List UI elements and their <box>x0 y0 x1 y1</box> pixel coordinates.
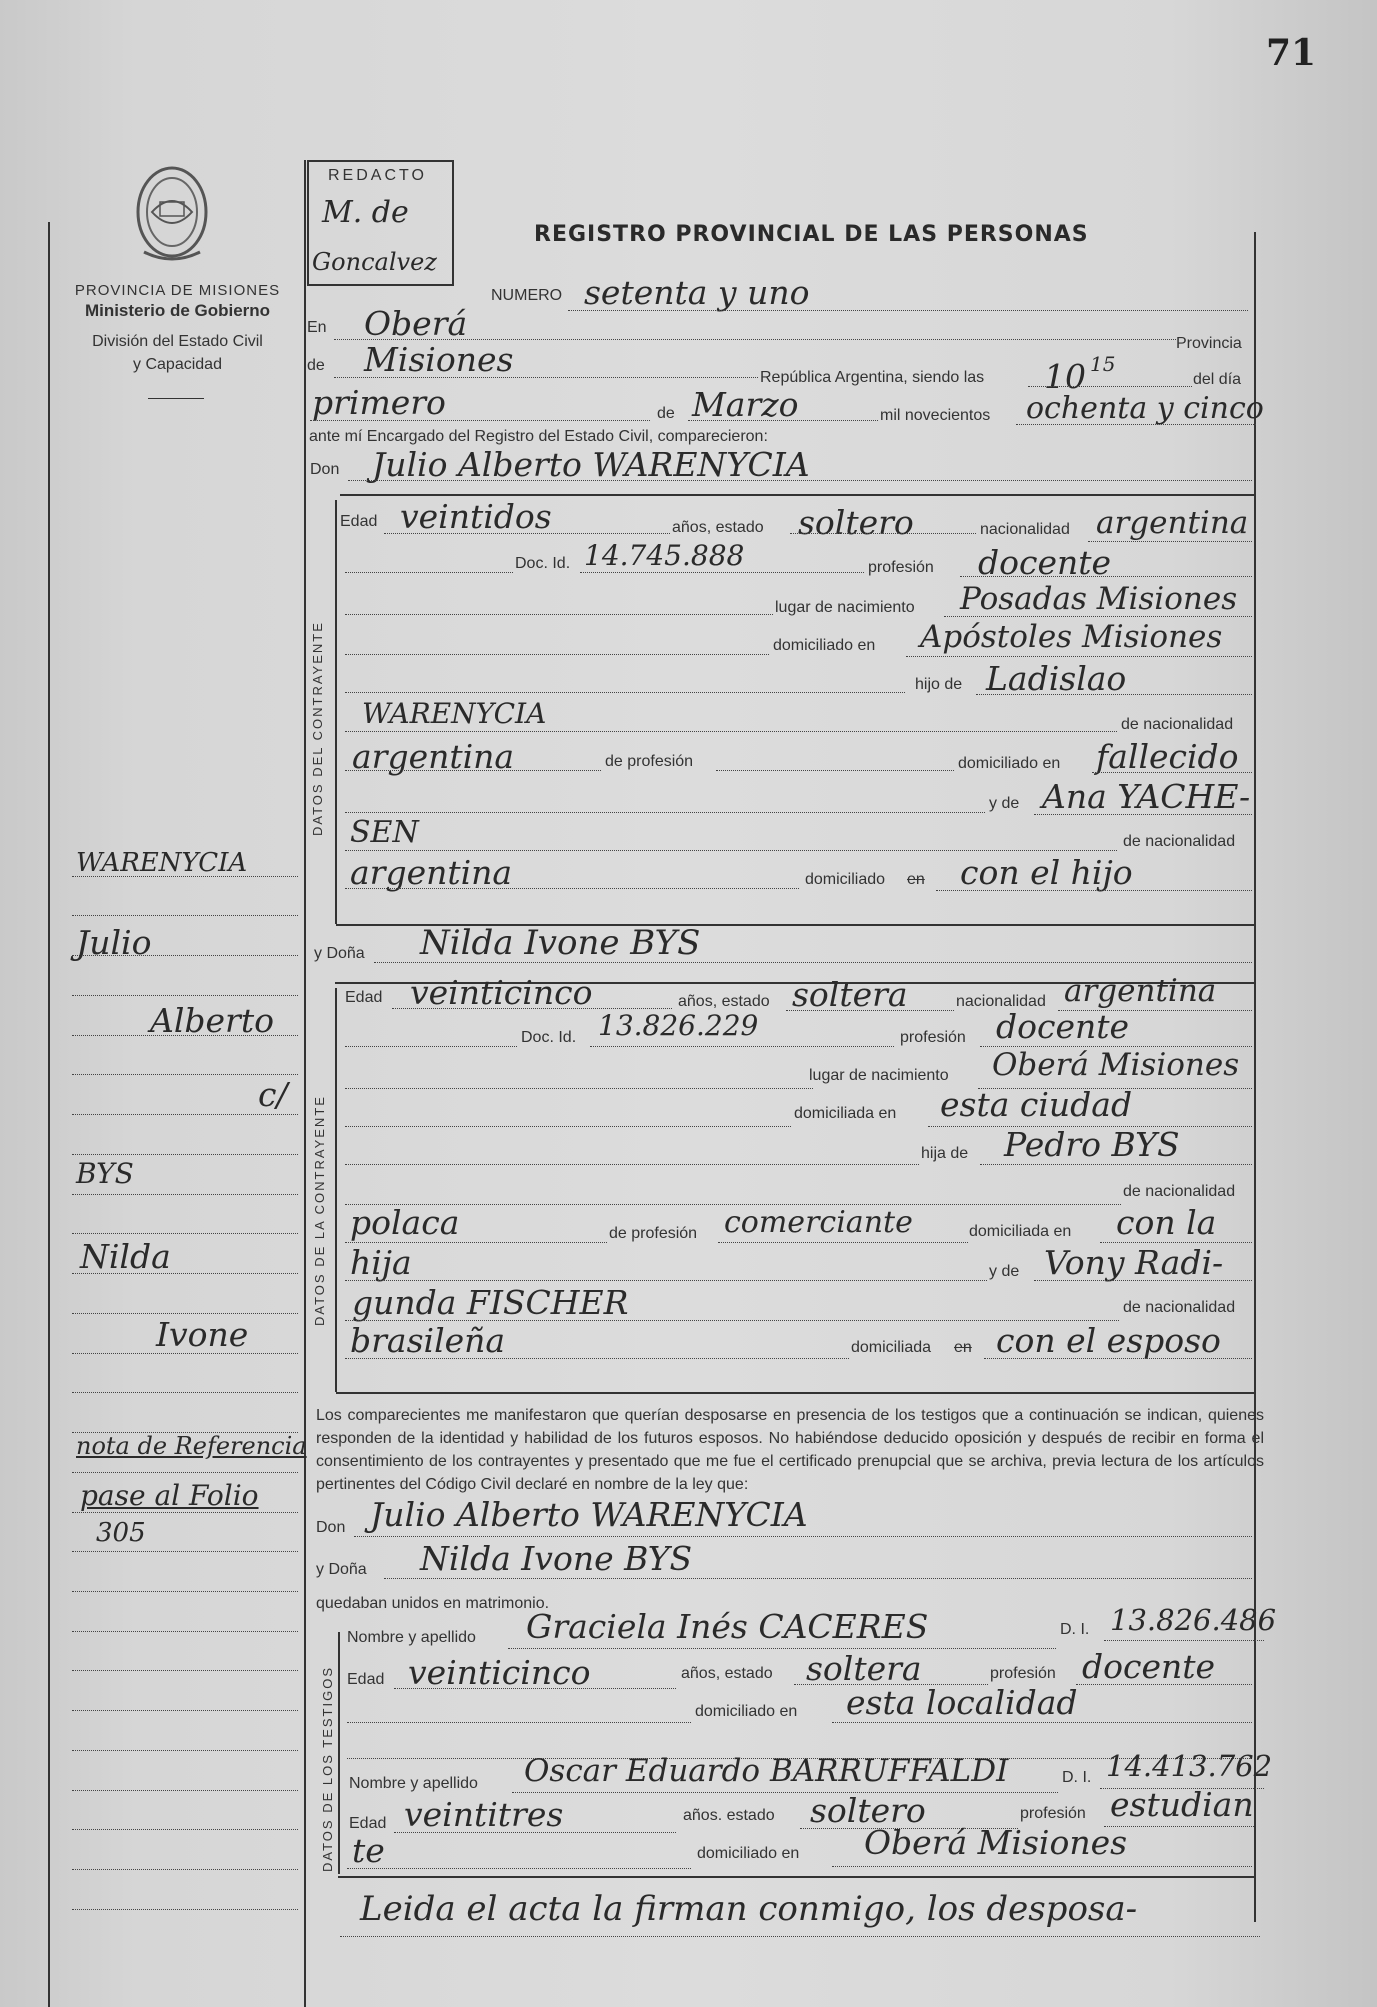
rule <box>394 1832 676 1833</box>
label-edad-t1: Edad <box>347 1671 385 1688</box>
label-ante-mi: ante mí Encargado del Registro del Estado Civil, comparecieron: <box>309 428 768 445</box>
label-de-nacionalidad-padre: de nacionalidad <box>1121 716 1234 733</box>
right-border-line <box>1254 232 1256 1922</box>
label-y-dona: y Doña <box>314 945 365 962</box>
redacto-value-2: Goncalvez <box>312 248 437 276</box>
value-hora-min: 15 <box>1090 352 1116 376</box>
value-padre-f-nac: polaca <box>350 1203 460 1242</box>
rule <box>512 1792 1058 1793</box>
value-dona-2: Nilda Ivone BYS <box>420 1539 693 1578</box>
value-estado-f: soltera <box>792 975 908 1014</box>
margin-separator-line <box>304 160 306 2007</box>
label-datos-contrayente: DATOS DEL CONTRAYENTE <box>310 621 325 836</box>
label-domiciliada-madre-f: domiciliada <box>851 1339 932 1356</box>
value-madre-f-2: gunda FISCHER <box>352 1283 629 1322</box>
label-en: En <box>307 319 327 336</box>
rule <box>1088 541 1252 542</box>
margin-second-name: Alberto <box>150 1001 274 1040</box>
value-dom-f: esta ciudad <box>940 1085 1133 1124</box>
label-y-de: y de <box>989 795 1020 812</box>
margin-note-2: pase al Folio <box>80 1479 259 1512</box>
value-padre-f-prof: comerciante <box>724 1205 913 1240</box>
value-edad-f: veinticinco <box>410 973 593 1012</box>
rule <box>508 1648 1056 1649</box>
label-de-mes: de <box>657 405 675 422</box>
value-mes: Marzo <box>692 385 799 424</box>
value-doc: 14.745.888 <box>584 539 745 572</box>
value-padre-f-dom-2: hija <box>350 1243 412 1282</box>
margin-rule <box>72 1591 298 1592</box>
rule <box>394 1688 676 1689</box>
margin-bride-name: Nilda <box>80 1237 171 1276</box>
rule <box>688 420 878 421</box>
value-madre-2: SEN <box>350 815 419 850</box>
ministry-title: Ministerio de Gobierno <box>84 301 271 320</box>
rule <box>1028 386 1192 387</box>
label-profesion-t2: profesión <box>1020 1805 1086 1822</box>
label-del-dia: del día <box>1193 371 1242 388</box>
rule <box>347 1722 691 1723</box>
label-domiciliado-en-t2: domiciliado en <box>697 1845 800 1862</box>
value-t1-estado: soltera <box>806 1649 922 1688</box>
rule <box>345 1280 987 1281</box>
margin-rule <box>72 915 298 916</box>
rule <box>1016 424 1256 425</box>
label-anos-estado: años, estado <box>672 519 764 536</box>
value-t2-di: 14.413.762 <box>1106 1749 1273 1783</box>
margin-rule <box>72 1670 298 1671</box>
rule <box>980 1164 1252 1165</box>
rule <box>1076 1684 1252 1685</box>
label-doc: Doc. Id. <box>515 555 571 572</box>
label-edad: Edad <box>340 513 378 530</box>
value-madre-f-nac: brasileña <box>350 1321 506 1360</box>
value-nac-f: argentina <box>1064 973 1217 1009</box>
value-hora: 10 <box>1044 357 1086 396</box>
value-t2-edad: veintitres <box>404 1795 564 1834</box>
label-domiciliado-padre: domiciliado en <box>958 755 1061 772</box>
provincial-seal <box>130 162 214 270</box>
label-quedaban: quedaban unidos en matrimonio. <box>316 1595 550 1612</box>
label-provincia: Provincia <box>1176 335 1242 352</box>
label-nombre-apellido-1: Nombre y apellido <box>347 1629 476 1646</box>
rule <box>345 1088 813 1089</box>
margin-rule <box>72 1512 298 1513</box>
rule <box>984 1358 1252 1359</box>
label-di-2: D. I. <box>1062 1769 1092 1786</box>
value-madre-f-1: Vony Radi- <box>1044 1243 1224 1282</box>
label-anos-estado-t2: años. estado <box>683 1807 775 1824</box>
province-title: PROVINCIA DE MISIONES <box>74 282 281 299</box>
rule <box>716 770 954 771</box>
rule <box>347 1868 691 1869</box>
rule <box>345 812 985 813</box>
margin-note-3: 305 <box>96 1518 146 1548</box>
rule <box>345 888 799 889</box>
witnesses-section-line <box>338 1632 340 1874</box>
rule <box>345 1126 791 1127</box>
value-t1-nombre: Graciela Inés CACERES <box>526 1607 929 1646</box>
value-madre-nac: argentina <box>350 853 513 892</box>
rule <box>944 616 1252 617</box>
rule <box>960 576 1252 577</box>
value-dia: primero <box>312 383 446 422</box>
rule <box>590 1046 894 1047</box>
value-nacionalidad: argentina <box>1096 505 1249 541</box>
margin-rule <box>72 1829 298 1830</box>
margin-rule <box>72 1313 298 1314</box>
label-numero: NUMERO <box>491 287 563 304</box>
margin-bride-second-name: Ivone <box>156 1315 249 1354</box>
rule <box>345 1358 849 1359</box>
label-de-nacionalidad-padre-f: de nacionalidad <box>1123 1183 1236 1200</box>
rule <box>345 614 773 615</box>
label-hijo-de: hijo de <box>915 676 963 693</box>
rule <box>348 480 1252 481</box>
label-anos-estado-t1: años, estado <box>681 1665 773 1682</box>
label-de-profesion-padre: de profesión <box>605 753 694 770</box>
label-lugar-nac-f: lugar de nacimiento <box>809 1067 949 1084</box>
label-di-1: D. I. <box>1060 1621 1090 1638</box>
value-t2-nombre: Oscar Eduardo BARRUFFALDI <box>524 1753 1009 1789</box>
declaration-paragraph: Los comparecientes me manifestaron que querían desposarse en presencia de los testigos que a continuación se indican, quienes responden de la identidad y habilidad de los futuros esposos. No habiéndose deducido oposición y después de recibir en forma el consentimiento de los contrayentes y presentado que me fue el certificado prenupcial que se archiva, previa lectura de los artículos pertinentes del Código Civil declaré en nombre de la ley que: <box>316 1407 1264 1493</box>
value-numero: setenta y uno <box>584 273 810 312</box>
label-hija-de: hija de <box>921 1145 969 1162</box>
value-madre-1: Ana YACHE- <box>1042 777 1251 816</box>
value-don-2: Julio Alberto WARENYCIA <box>370 1495 808 1534</box>
margin-rule <box>72 1869 298 1870</box>
value-padre-2: WARENYCIA <box>362 697 547 730</box>
division-line-2: y Capacidad <box>133 356 222 373</box>
margin-rule <box>72 1114 298 1115</box>
rule <box>580 572 864 573</box>
rule <box>384 1578 1252 1579</box>
value-padre-nac: argentina <box>352 737 515 776</box>
label-profesion-f: profesión <box>900 1029 966 1046</box>
label-nombre-apellido-2: Nombre y apellido <box>349 1775 478 1792</box>
value-prof-f: docente <box>996 1007 1130 1046</box>
value-provincia: Misiones <box>364 340 514 379</box>
label-domiciliado-en: domiciliado en <box>773 637 876 654</box>
label-de-profesion-f: de profesión <box>609 1225 698 1242</box>
value-madre-dom: con el hijo <box>960 853 1133 892</box>
margin-rule <box>72 1472 298 1473</box>
value-leida: Leida el acta la firman conmigo, los desposa- <box>360 1889 1138 1929</box>
value-t2-estado: soltero <box>810 1791 926 1830</box>
label-en-struck-f: en <box>954 1339 972 1356</box>
margin-rule <box>72 1631 298 1632</box>
margin-rule <box>72 1392 298 1393</box>
rule <box>334 377 758 378</box>
value-t2-prof-2: te <box>352 1831 385 1870</box>
groom-section-line <box>335 500 337 924</box>
value-padre-dom: fallecido <box>1096 737 1239 776</box>
rule <box>345 731 1117 732</box>
section-line <box>338 1876 1254 1878</box>
registry-title: REGISTRO PROVINCIAL DE LAS PERSONAS <box>534 222 1089 247</box>
label-datos-la-contrayente: DATOS DE LA CONTRAYENTE <box>312 1095 327 1326</box>
label-doc-f: Doc. Id. <box>521 1029 577 1046</box>
rule <box>1104 1640 1264 1641</box>
label-de-nacionalidad-madre: de nacionalidad <box>1123 833 1236 850</box>
rule <box>790 533 976 534</box>
margin-rule <box>72 995 298 996</box>
value-doc-f: 13.826.229 <box>598 1009 759 1042</box>
margin-rule <box>72 1710 298 1711</box>
label-don-2: Don <box>316 1519 346 1536</box>
redacto-label: REDACTO <box>328 167 427 184</box>
rule <box>906 656 1252 657</box>
value-padre-f-dom-1: con la <box>1116 1203 1217 1242</box>
label-de: de <box>307 357 325 374</box>
label-datos-testigos: DATOS DE LOS TESTIGOS <box>320 1666 335 1872</box>
margin-note-1: nota de Referencia <box>76 1432 307 1460</box>
label-y-de-f: y de <box>989 1263 1020 1280</box>
section-line <box>336 1392 1254 1394</box>
margin-rule <box>72 1551 298 1552</box>
rule <box>1034 1280 1252 1281</box>
rule <box>936 890 1252 891</box>
value-domicilio: Apóstoles Misiones <box>920 619 1223 655</box>
margin-rule <box>72 1790 298 1791</box>
value-anio: ochenta y cinco <box>1026 391 1264 426</box>
rule <box>345 572 513 573</box>
division-line-1: División del Estado Civil <box>92 333 263 350</box>
rule <box>345 1164 919 1165</box>
value-t1-prof: docente <box>1082 1647 1216 1686</box>
label-profesion: profesión <box>868 559 934 576</box>
rule <box>340 1936 1260 1937</box>
label-lugar-nac: lugar de nacimiento <box>775 599 915 616</box>
bride-section-line <box>335 988 337 1392</box>
label-edad-t2: Edad <box>349 1815 387 1832</box>
margin-rule <box>72 1909 298 1910</box>
margin-rule <box>72 1194 298 1195</box>
label-anos-estado-f: años, estado <box>678 993 770 1010</box>
rule <box>1092 772 1252 773</box>
rule <box>345 1046 517 1047</box>
label-mil-novecientos: mil novecientos <box>880 407 991 424</box>
rule <box>568 310 1248 311</box>
label-y-dona-2: y Doña <box>316 1561 367 1578</box>
margin-rule <box>72 1154 298 1155</box>
label-domiciliada-en-f: domiciliada en <box>794 1105 897 1122</box>
value-t1-edad: veinticinco <box>408 1653 591 1692</box>
value-t1-di: 13.826.486 <box>1110 1603 1277 1637</box>
value-ciudad: Oberá <box>364 304 468 343</box>
rule <box>345 770 601 771</box>
value-profesion: docente <box>978 543 1112 582</box>
margin-bride-surname: BYS <box>76 1157 134 1190</box>
label-edad-f: Edad <box>345 989 383 1006</box>
value-estado: soltero <box>798 503 914 542</box>
section-line <box>340 494 1254 496</box>
rule <box>718 1242 968 1243</box>
rule <box>345 692 905 693</box>
rule <box>374 962 1252 963</box>
value-padre-f: Pedro BYS <box>1004 1125 1180 1164</box>
value-t2-dom: Oberá Misiones <box>864 1823 1128 1862</box>
margin-first-name: Julio <box>76 923 152 962</box>
rule <box>354 1536 1252 1537</box>
rule <box>786 1010 954 1011</box>
label-nacionalidad: nacionalidad <box>980 521 1070 538</box>
label-domiciliada-en-padre-f: domiciliada en <box>969 1223 1072 1240</box>
rule <box>384 533 670 534</box>
margin-rule <box>72 1750 298 1751</box>
rule <box>832 1866 1252 1867</box>
page-number: 71 <box>1266 32 1317 74</box>
margin-con: c/ <box>258 1075 288 1114</box>
label-don: Don <box>310 461 340 478</box>
label-profesion-t1: profesión <box>990 1665 1056 1682</box>
rule <box>976 694 1252 695</box>
rule <box>345 850 1117 851</box>
value-t1-dom: esta localidad <box>846 1683 1078 1722</box>
margin-surname: WARENYCIA <box>76 848 248 878</box>
label-de-nacionalidad-madre-f: de nacionalidad <box>1123 1299 1236 1316</box>
rule <box>1034 814 1252 815</box>
label-republica: República Argentina, siendo las <box>760 369 985 386</box>
value-padre-1: Ladislao <box>986 659 1127 698</box>
value-madre-f-dom: con el esposo <box>996 1321 1221 1360</box>
value-dona: Nilda Ivone BYS <box>420 923 701 963</box>
value-lugar-nac: Posadas Misiones <box>960 581 1238 617</box>
value-edad: veintidos <box>400 497 552 536</box>
label-nacionalidad-f: nacionalidad <box>956 993 1046 1010</box>
label-domiciliado-en-t1: domiciliado en <box>695 1703 798 1720</box>
left-border-line <box>48 222 50 2007</box>
value-lugar-f: Oberá Misiones <box>992 1047 1240 1083</box>
rule <box>832 1722 1252 1723</box>
value-t2-prof: estudian <box>1110 1785 1254 1824</box>
label-en-struck: en <box>907 871 925 888</box>
label-domiciliado-madre: domiciliado <box>805 871 886 888</box>
rule <box>345 654 769 655</box>
margin-rule <box>72 1233 298 1234</box>
rule <box>310 420 650 421</box>
value-don: Julio Alberto WARENYCIA <box>372 445 810 484</box>
redacto-value-1: M. de <box>322 195 409 230</box>
header-divider <box>148 398 204 399</box>
